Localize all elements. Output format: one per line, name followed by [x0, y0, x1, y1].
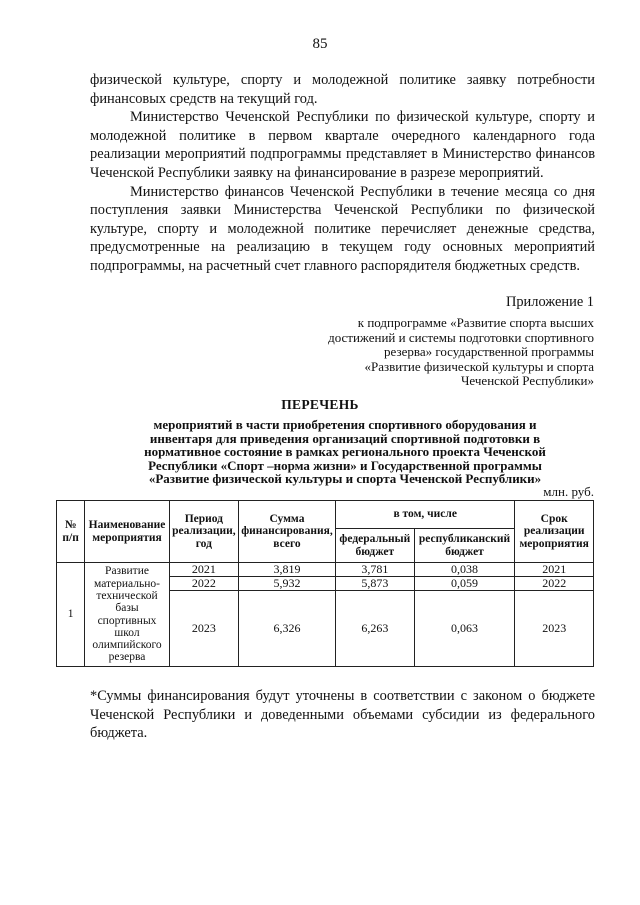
cell-total: 6,326 [238, 591, 335, 667]
measure-name: Развитие материально-технической базы спортивных школ олимпийского резерва [85, 563, 170, 667]
list-subtitle-line: мероприятий в части приобретения спортивного оборудования и [153, 417, 537, 432]
cell-republic: 0,059 [414, 577, 515, 591]
cell-federal: 3,781 [336, 563, 415, 577]
financing-table [56, 500, 594, 667]
cell-federal: 5,873 [336, 577, 415, 591]
unit-label: млн. руб. [543, 484, 594, 499]
appendix-line: к подпрограмме «Развитие спорта высших [357, 315, 594, 330]
appendix-line: «Развитие физической культуры и спорта [364, 358, 594, 374]
cell-federal: 6,263 [336, 591, 415, 667]
cell-republic: 0,063 [414, 591, 515, 667]
appendix-line: Чеченской Республики» [460, 373, 594, 389]
header-total: Сумма финансирования, всего [238, 501, 335, 563]
header-republic: республиканский бюджет [414, 529, 515, 563]
cell-total: 5,932 [238, 577, 335, 591]
cell-republic: 0,038 [414, 563, 515, 577]
header-including: в том, числе [336, 501, 515, 529]
page-number: 85 [312, 36, 328, 52]
cell-deadline: 2023 [515, 591, 594, 667]
appendix-line: резерва» государственной программы [384, 344, 594, 360]
cell-year: 2023 [169, 591, 238, 667]
header-num: № п/п [57, 501, 85, 563]
list-subtitle-line: Республики «Спорт –норма жизни» и Государственной программы [148, 457, 542, 473]
cell-total: 3,819 [238, 563, 335, 577]
paragraph-1: физической культуре, спорту и молодежной политике заявку потребности финансовых средств на текущий год. [90, 72, 595, 107]
appendix-line: достижений и системы подготовки спортивного [328, 329, 594, 345]
list-subtitle-line: инвентаря для приведения организаций спортивной подготовки в [149, 430, 541, 446]
body-text [90, 71, 595, 276]
paragraph-2: Министерство Чеченской Республики по физической культуре, спорту и молодежной политике в первом квартале очередного календарного года реализации мероприятий подпрограммы представляет в Министерство финансов Чеченской Республики заявку на финансирование в разрезе мероприятий. [90, 109, 595, 181]
header-deadline: Срок реализации мероприятия [515, 501, 594, 563]
footnote: *Суммы финансирования будут уточнены в соответствии с законом о бюджете Чеченской Республики и доведенными объемами субсидии из федерального бюджета. [90, 688, 595, 742]
cell-year: 2022 [169, 577, 238, 591]
appendix-title: Приложение 1 [505, 294, 594, 310]
list-subtitle-line: «Развитие физической культуры и спорта Чеченской Республики» [148, 471, 542, 487]
header-name: Наименование мероприятия [85, 501, 170, 563]
appendix-reference [264, 316, 594, 389]
paragraph-3: Министерство финансов Чеченской Республики в течение месяца со дня поступления заявки Министерства Чеченской Республики по физической культуре, спорту и молодежной политике перечисляет денежные средства, предусмотренные на реализацию в текущем году основных мероприятий подпрограммы, на расчетный счет главного распорядителя бюджетных средств. [90, 183, 595, 274]
list-subtitle [110, 418, 580, 486]
list-subtitle-line: нормативное состояние в рамках регионального проекта Чеченской [144, 444, 546, 460]
list-title: ПЕРЕЧЕНЬ [281, 397, 359, 412]
cell-year: 2021 [169, 563, 238, 577]
row-number: 1 [57, 563, 85, 667]
cell-deadline: 2022 [515, 577, 594, 591]
cell-deadline: 2021 [515, 563, 594, 577]
header-federal: федеральный бюджет [336, 529, 415, 563]
header-period: Период реализации, год [169, 501, 238, 563]
